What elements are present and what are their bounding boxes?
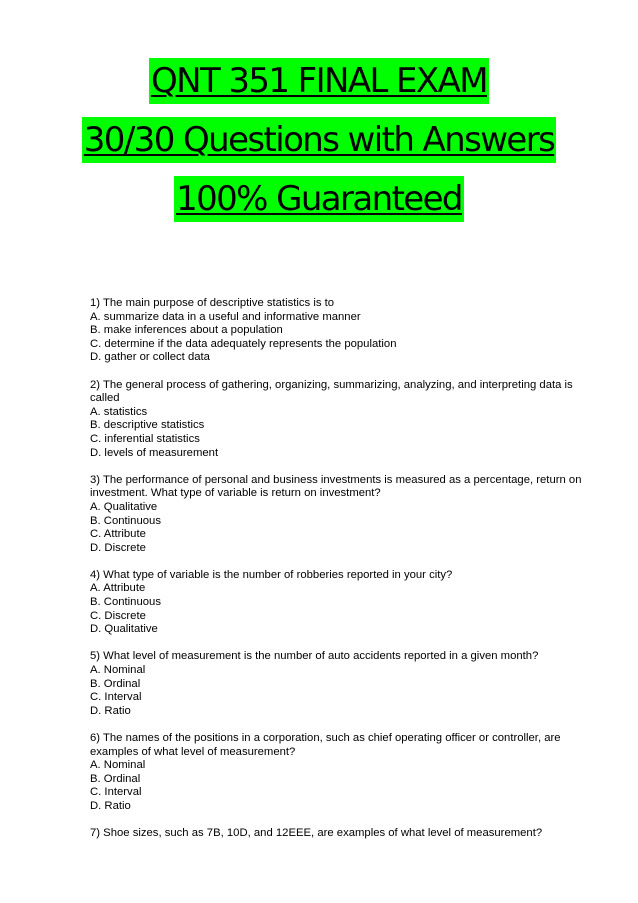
option-b: B. Continuous: [90, 514, 161, 527]
option-c: C. inferential statistics: [90, 432, 200, 445]
option-c: C. Interval: [90, 691, 142, 704]
option-b: B. make inferences about a population: [90, 324, 283, 337]
option-a: A. statistics: [90, 405, 148, 418]
question-text: 1) The main purpose of descriptive statistics is to: [90, 297, 335, 309]
title-text-3: 100% Guaranteed: [174, 176, 464, 222]
title-text-2: 30/30 Questions with Answers: [82, 117, 556, 163]
option-c: C. determine if the data adequately represents the population: [90, 337, 397, 350]
option-a: A. Attribute: [90, 582, 146, 595]
question-text: 5) What level of measurement is the number of auto accidents reported in a given month?: [90, 650, 539, 663]
question-text: 2) The general process of gathering, organizing, summarizing, analyzing, and interpreting data is called: [90, 378, 573, 405]
question-text: 3) The performance of personal and business investments is measured as a percentage, return on investment. What type of variable is return on investment?: [90, 473, 582, 500]
question-6: [90, 732, 595, 814]
option-d: D. gather or collect data: [90, 351, 210, 364]
option-b: B. Ordinal: [90, 677, 141, 690]
option-b: B. Continuous: [90, 596, 161, 609]
option-a: A. Nominal: [90, 759, 146, 772]
question-5: [90, 650, 595, 718]
option-a: A. Qualitative: [90, 500, 158, 513]
option-c: C. Interval: [90, 786, 142, 799]
question-3: [90, 474, 595, 556]
title-line-1: [0, 58, 638, 117]
question-7: [90, 827, 595, 841]
option-d: D. Qualitative: [90, 623, 158, 636]
question-1: [90, 297, 595, 365]
question-2: [90, 379, 595, 461]
option-a: A. Nominal: [90, 664, 146, 677]
question-text: 7) Shoe sizes, such as 7B, 10D, and 12EEE, are examples of what level of measurement?: [90, 827, 543, 840]
option-c: C. Attribute: [90, 528, 146, 541]
option-d: D. levels of measurement: [90, 446, 219, 459]
question-text: 4) What type of variable is the number of robberies reported in your city?: [90, 568, 453, 581]
title-line-2: [0, 117, 638, 176]
title-text-1: QNT 351 FINAL EXAM: [149, 58, 489, 104]
option-d: D. Discrete: [90, 541, 146, 554]
exam-title: [0, 58, 638, 235]
question-4: [90, 569, 595, 637]
question-list: [90, 297, 595, 854]
title-line-3: [0, 176, 638, 235]
question-text: 6) The names of the positions in a corporation, such as chief operating officer or controller, are examples of what level of measurement?: [90, 732, 561, 758]
option-b: B. Ordinal: [90, 772, 141, 785]
option-a: A. summarize data in a useful and informative manner: [90, 310, 361, 323]
option-c: C. Discrete: [90, 609, 146, 622]
option-b: B. descriptive statistics: [90, 419, 205, 432]
option-d: D. Ratio: [90, 799, 131, 812]
option-d: D. Ratio: [90, 704, 131, 717]
